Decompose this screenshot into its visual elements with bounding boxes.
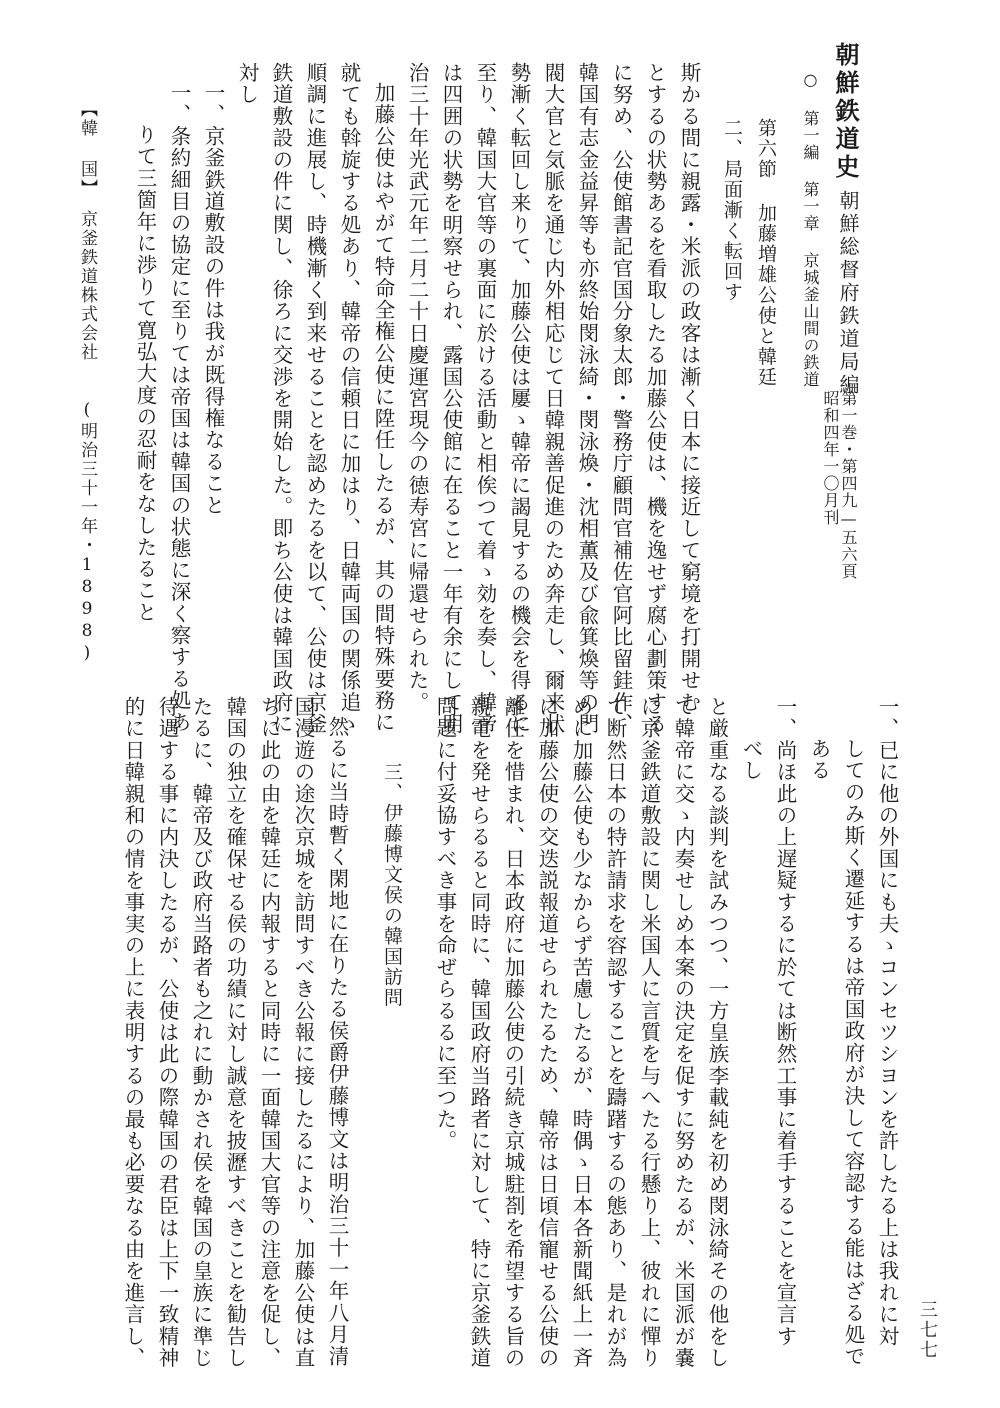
text-column: 韓国の独立を確保せる侯の功績に対し誠意を披瀝すべきことを勧告し xyxy=(223,696,247,1369)
text-column: 治三十年光武元年二月二十日慶運宮現今の徳寿宮に帰還せられた。 xyxy=(405,62,429,713)
text-column: 就ても斡旋する処あり、韓帝の信頼日に加はり、日韓両国の関係追ゝ xyxy=(337,62,361,735)
list-item: べし xyxy=(739,738,763,782)
text-column: と厳重なる談判を試みつつ、一方皇族李載純を初め閔泳綺その他をし xyxy=(705,696,729,1369)
text-column: 的に日韓親和の情を事実の上に表明するの最も必要なる由を進言し、 xyxy=(121,696,145,1369)
text-column: 順調に進展し、時機漸く到来せることを認めたるを以て、公使は京釜 xyxy=(303,62,327,735)
text-column: は四囲の状勢を明察せられ、露国公使館に在ること一年有余にして明 xyxy=(439,62,463,735)
text-column: 親電を発せらるると同時に、韓国政府当路者に対して、特に京釜鉄道 xyxy=(467,696,491,1369)
text-column: 斯かる間に親露・米派の政客は漸く日本に接近して窮境を打開せむ xyxy=(677,62,701,713)
book-title: 朝鮮鉄道史 xyxy=(831,42,860,182)
publication-date: 昭和四年一〇月刊 xyxy=(821,390,840,526)
text-column: 国漫遊の途次京城を訪問すべき公報に接したるにより、加藤公使は直 xyxy=(291,696,315,1369)
source-year: (明治三十一年・1898) xyxy=(77,400,97,665)
text-column: 勢漸く転回し来りて、加藤公使は屢ゝ韓帝に謁見するの機会を得るに xyxy=(507,62,531,735)
subheading-ito-visit: 三、伊藤博文侯の韓国訪問 xyxy=(381,762,403,1008)
text-column: 加藤公使はやがて特命全権公使に陞任したるが、其の間特殊要務に xyxy=(371,82,395,733)
list-item: 一、尚ほ此の上遅疑するに於ては断然工事に着手することを宣言す xyxy=(773,696,797,1347)
text-column: ちに此の由を韓廷に内報すると同時に一面韓国大官等の注意を促し、 xyxy=(257,696,281,1369)
subheading-turning-point: 二、局面漸く転回す xyxy=(721,118,743,303)
text-column: 至り、韓国大官等の裏面に於ける活動と相俟つて着ゝ効を奏し、韓帝 xyxy=(473,62,497,735)
text-column: に京釜鉄道敷設に関し米国人に言質を与へたる行懸り上、彼れに憚り xyxy=(637,696,661,1369)
text-column: 待遇する事に内決したるが、公使は此の際韓国の君臣は上下一致精神 xyxy=(155,696,179,1369)
section-heading: 第六節 加藤増雄公使と韓廷 xyxy=(755,118,777,388)
editor-name: 朝鮮総督府鉄道局編 xyxy=(836,190,860,397)
list-item: してのみ斯く遷延するは帝国政府が決して容認する能はざる処で xyxy=(841,738,865,1368)
source-country: 【韓 国】 xyxy=(77,100,97,198)
list-item: ある xyxy=(807,738,831,782)
text-column: 対し xyxy=(235,62,259,106)
text-column: 鉄道敷設の件に関し、徐ろに交渉を開始した。即ち公使は韓国政府に xyxy=(269,62,293,735)
text-column: めに加藤公使も少なからず苦慮したるが、時偶ゝ日本各新聞紙上一斉 xyxy=(569,696,593,1369)
text-column: て断然日本の特許請求を容認することを躊躇するの態あり、是れが為 xyxy=(603,696,627,1369)
volume-pages: 第一巻・第四九—五六頁 xyxy=(839,390,858,580)
list-item: 一、京釜鉄道敷設の件は我が既得権なること xyxy=(201,82,225,516)
text-column: たるに、韓帝及び政府当路者も之れに動かされ侯を韓国の皇族に準じ xyxy=(189,696,213,1369)
text-column: 閥大官と気脈を通じ内外相応じて日韓親善促進のため奔走し、爾来状 xyxy=(541,62,565,735)
text-column: とするの状勢あるを看取したる加藤公使は、機を逸せず腐心劃策する xyxy=(643,62,667,735)
text-column: 韓国有志金益昇等も亦終始閔泳綺・閔泳煥・沈相薫及び兪箕煥等の門 xyxy=(575,62,599,735)
text-column: て韓帝に交ゝ内奏せしめ本案の決定を促すに努めたるが、米国派が嚢 xyxy=(671,696,695,1369)
page-number: 三七七 xyxy=(917,1300,938,1360)
section-path: ○ 第一編 第一章 京城釜山間の鉄道 xyxy=(801,70,820,388)
list-item: りて三箇年に渉りて寛弘大度の忍耐をなしたること xyxy=(133,124,157,624)
list-item: 一、条約細目の協定に至りては帝国は韓国の状態に深く察する処あ xyxy=(167,82,191,733)
text-column: 離任を惜まれ、日本政府に加藤公使の引続き京城駐剳を希望する旨の xyxy=(501,696,525,1369)
source-company: 京釜鉄道株式会社 xyxy=(77,210,97,362)
list-item: 一、已に他の外国にも夫ゝコンセツシヨンを許したる上は我れに対 xyxy=(875,696,899,1347)
text-column: に努め、公使館書記官国分象太郎・警務庁顧問官補佐官阿比留銈作、 xyxy=(609,62,633,735)
text-column: に加藤公使の交迭説報道せられたるため、韓帝は日頃信寵せる公使の xyxy=(535,696,559,1369)
text-column: 然るに当時暫く閑地に在りたる侯爵伊藤博文は明治三十一年八月清 xyxy=(325,716,349,1367)
text-column: 問題に付妥協すべき事を命ぜらるるに至つた。 xyxy=(433,696,457,1152)
